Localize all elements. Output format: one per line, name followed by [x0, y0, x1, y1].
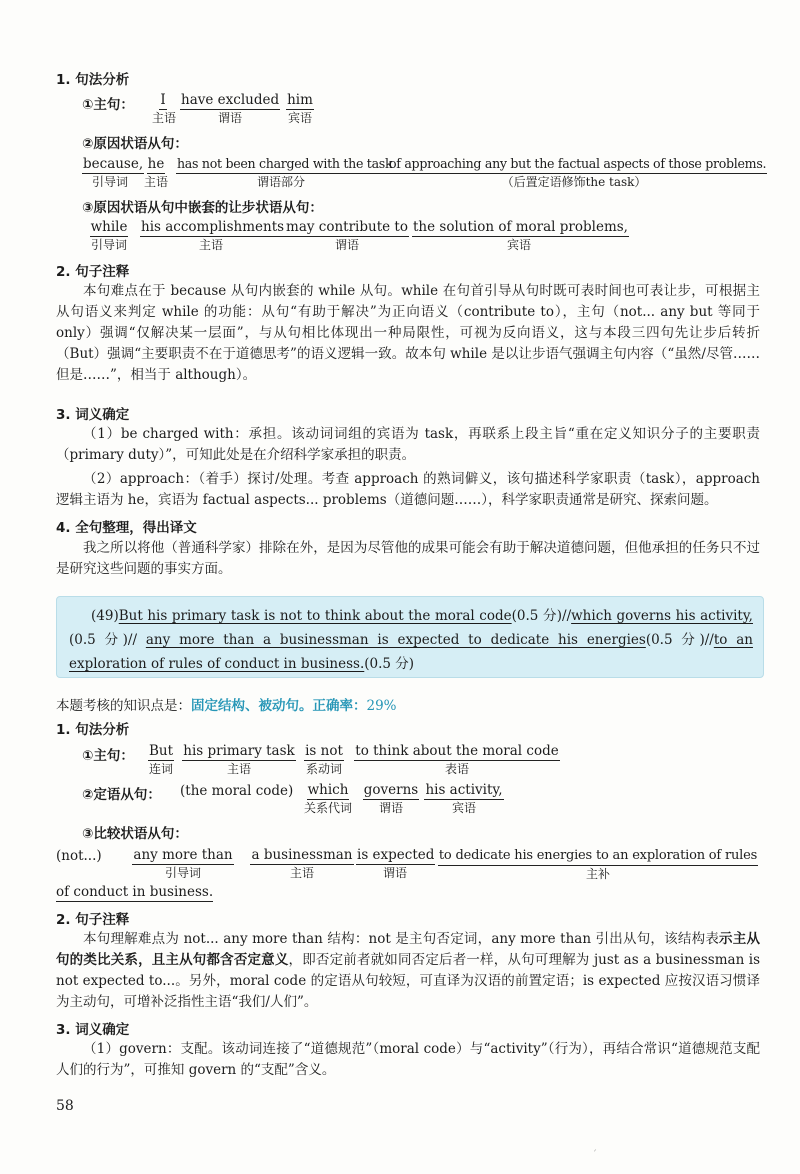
- reason-clause-label: ②原因状语从句：: [82, 136, 188, 152]
- page-number: 58: [56, 1098, 74, 1114]
- heading-sentence-notes-1: 2. 句子注释: [56, 264, 130, 280]
- main-seg-predicate: have excluded 谓语: [181, 92, 280, 125]
- paragraph-translation: 我之所以将他（普通科学家）排除在外，是因为尽管他的成果可能会有助于解决道德问题，但他承担的任务只不过是研究这些问题的事实方面。: [56, 540, 760, 577]
- attributive-antecedent: (the moral code): [180, 783, 294, 799]
- accuracy-label: 正确率：: [312, 698, 367, 714]
- segment-3: any more than a businessman is expected to dedicate his energies: [145, 632, 646, 648]
- conc-seg-subject: his accomplishments 主语: [141, 219, 285, 252]
- notes-2-text-b: ，即否定前者就如同否定后者一样，从句可理解为 just as a businessman is not expected to...。另外，moral code 的定语从句较短，可直译为汉语的前置定语；is expected 应按汉语习惯译为主动句，可增补泛指性主语“我们/人们”。: [56, 952, 760, 1010]
- attr-seg-relative-pronoun: which 关系代词: [303, 782, 352, 815]
- paragraph-govern: （1）govern：支配。该动词连接了“道德规范”（moral code）与“activity”（行为），再结合常识“道德规范支配人们的行为”，可推知 govern 的“支配”含义。: [56, 1041, 760, 1078]
- attributive-clause-label: ②定语从句：: [82, 787, 161, 803]
- attr-seg-predicate: governs 谓语: [363, 782, 419, 815]
- reason-seg-postmodifier: of approaching any but the factual aspects of those problems. （后置定语修饰the task）: [389, 156, 767, 189]
- score-1: (0.5 分)//: [511, 608, 572, 624]
- heading-word-meaning-2: 3. 词义确定: [56, 1022, 130, 1038]
- main-clause-label-2: ①主句：: [82, 748, 134, 764]
- question-49-box: [56, 596, 764, 678]
- accuracy-value: 29%: [366, 698, 397, 714]
- comparative-clause-label: ③比较状语从句：: [82, 826, 188, 842]
- comparative-not: (not...): [56, 848, 102, 864]
- segment-1: But his primary task is not to think about the moral code: [118, 608, 512, 624]
- reason-seg-conj: because, 引导词: [83, 156, 144, 189]
- main2-seg-subject: his primary task 主语: [183, 743, 295, 776]
- score-2: (0.5 分)//: [69, 632, 137, 648]
- knowledge-point-prefix: 本题考核的知识点是：: [56, 698, 191, 714]
- scan-mark: ˊ: [592, 1150, 597, 1161]
- main2-seg-conj: But 连词: [148, 743, 174, 776]
- paragraph-be-charged-with: （1）be charged with：承担。该动词词组的宾语为 task，再联系上段主旨“重在定义知识分子的主要职责（primary duty）”，可知此处是在介绍科学家承担的职责。: [56, 426, 760, 463]
- conc-seg-conj: while 引导词: [90, 219, 128, 252]
- reason-seg-subject: he 主语: [143, 156, 168, 189]
- heading-translation: 4. 全句整理，得出译文: [56, 520, 197, 536]
- heading-syntax-analysis-2: 1. 句法分析: [56, 722, 130, 738]
- heading-word-meaning-1: 3. 词义确定: [56, 407, 130, 423]
- paragraph-notes-2: [56, 929, 760, 1013]
- concession-clause-label: ③原因状语从句中嵌套的让步状语从句：: [82, 200, 323, 216]
- segment-4: to an exploration of rules of conduct in business.: [69, 632, 753, 672]
- conc-seg-object: the solution of moral problems, 宾语: [413, 219, 628, 252]
- main-clause-label-1: ①主句：: [82, 97, 134, 113]
- knowledge-point-line: [56, 694, 760, 714]
- main2-seg-linking-verb: is not 系动词: [305, 743, 343, 776]
- score-3: (0.5 分)//: [645, 632, 714, 648]
- comp-seg-subject: a businessman 主语: [251, 847, 353, 880]
- comparative-continuation: of conduct in business.: [56, 884, 214, 900]
- paragraph-approach: （2）approach：（着手）探讨/处理。考查 approach 的熟词僻义，该句描述科学家职责（task），approach 逻辑主语为 he，宾语为 factual aspects... problems（道德问题……），科学家职责通常是研究、探索问题。: [56, 471, 760, 508]
- paragraph-notes-1: 本句难点在于 because 从句内嵌套的 while 从句。while 在句首引导从句时既可表时间也可表让步，可根据主从句语义来判定 while 的功能：从句“有助于解决”为正向语义（contribute to），主句（not... any but 等同于 only）强调“仅解决某一层面”，与从句相比体现出一种局限性，可视为反向语义，这与本段三四句先让步后转折（But）强调“主要职责不在于道德思考”的语义逻辑一致。故本句 while 是以让步语气强调主句内容（“虽然/尽管……但是……”，相当于 although）。: [56, 283, 760, 383]
- main2-seg-predicative: to think about the moral code 表语: [355, 743, 559, 776]
- attr-seg-object: his activity, 宾语: [425, 782, 503, 815]
- comp-seg-conj: any more than 引导词: [133, 847, 233, 880]
- main-seg-subject: I 主语: [152, 92, 177, 125]
- score-4: (0.5 分): [364, 656, 415, 672]
- heading-sentence-notes-2: 2. 句子注释: [56, 912, 130, 928]
- notes-2-text-a: 本句理解难点为 not... any more than 结构：not 是主句否定词，any more than 引出从句，该结构表: [83, 931, 720, 947]
- question-number: (49): [91, 608, 119, 624]
- reason-seg-predicate: has not been charged with the task 谓语部分: [177, 156, 393, 189]
- notes-2-bold: 示主从句的类比关系，且主从句都含否定意义: [56, 931, 760, 968]
- comp-seg-predicate: is expected 谓语: [357, 847, 435, 880]
- comp-seg-complement: to dedicate his energies to an exploration of rules 主补: [438, 848, 758, 881]
- conc-seg-predicate: may contribute to 谓语: [286, 219, 408, 252]
- segment-2: which governs his activity,: [571, 608, 753, 624]
- knowledge-point-value: 固定结构、被动句。: [191, 698, 313, 714]
- heading-syntax-analysis-1: 1. 句法分析: [56, 72, 130, 88]
- main-seg-object: him 宾语: [287, 92, 313, 125]
